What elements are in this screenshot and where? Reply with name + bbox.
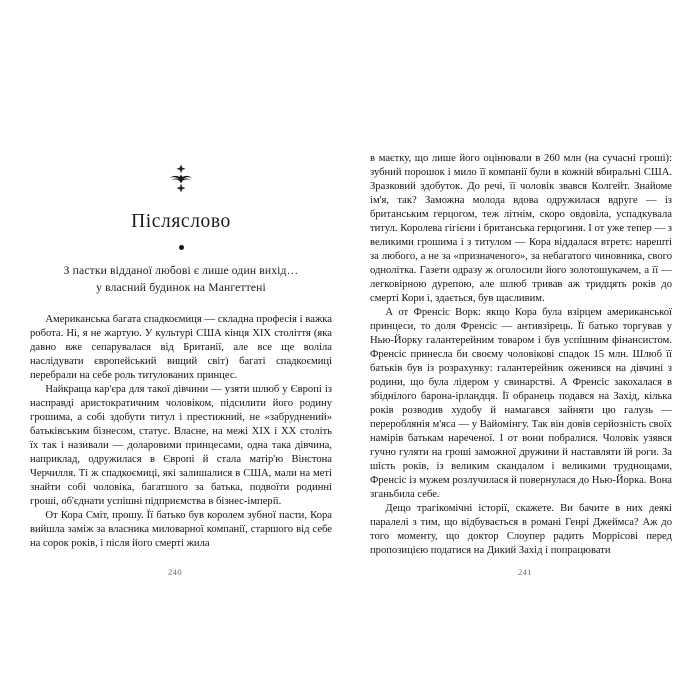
dot-separator — [179, 245, 184, 250]
fleuron-ornament — [164, 163, 198, 197]
paragraph: в маєтку, що лише його оцінювали в 260 млн (на сучасні гроші): зубний порошок і мило її компанії були в кожній вбиральні США. Зразковий здобуток. До речі, її чоловік звався Колгейт. Знайоме ім'я, так? Заможна молода вдова одружилася вдруге — із британським герцогом, теж літнім, скоро овдовіла, успадкувала титул. Королева гігієни і британська герцогиня. І от уже тепер — з великими грошима і з титулом — Кора віддалася втретє: нарешті за любого, а не за «призначеного», за небагатого чиновника, свого однолітка. Газети одразу ж оголосили його золотошукачем, а її — легковірною дурепою, але шлюб тривав аж тридцять років до смерті Кори і, здається, був щасливим. — [370, 153, 672, 304]
chapter-title: Післяслово — [131, 211, 231, 232]
right-page-body — [370, 0, 672, 558]
chapter-subtitle — [30, 263, 332, 297]
chapter-subtitle-line-1: З пастки відданої любові є лише один вихід… — [63, 264, 299, 278]
paragraph: Дещо трагікомічні історії, скажете. Ви бачите в них деякі паралелі з тим, що відбувається в романі Генрі Джеймса? Аж до того моменту, що доктор Слоупер радить Моррісові перед пропозицією податися на Дикий Захід і попрацювати — [370, 503, 672, 556]
left-page-body — [30, 313, 332, 551]
chapter-subtitle-line-2: у власний будинок на Мангеттені — [96, 281, 266, 295]
page-number-left: 240 — [167, 567, 183, 577]
paragraph: Американська багата спадкоємиця — складна професія і важка робота. Ні, я не жартую. У культурі США кінця XIX століття (яка давно вже сепарувалася від Британії, але все ще воліла наслідувати європейський вищий світ) багаті спадкоємиці перебрали на себе роль титулованих принцес. — [30, 314, 332, 382]
paragraph: От Кора Сміт, прошу. Її батько був королем зубної пасти, Кора вийшла заміж за власника миловарної компанії, старшого від себе на сорок років, і після його смерті жила — [30, 510, 332, 550]
right-page — [350, 0, 700, 700]
paragraph: Найкраща кар'єра для такої дівчини — узяти шлюб у Європі із насправді аристократичним чоловіком, підсилити його родину грошима, а собі здобути титул і престижний, не «забруднений» батьківським бізнесом, статус. Власне, на межі XIX і XX століть їх так і називали — доларовими принцесами, одна така дівчина, наприклад, одружилася в Європі й стала матір'ю Вінстона Черчилля. Ті ж спадкоємиці, які залишалися в США, мали на меті знайти собі чоловіка, багатшого за батька, подвоїти родинні гроші, об'єднати успішні підприємства в бізнес-імперії. — [30, 384, 332, 508]
chapter-opener — [30, 0, 332, 297]
paragraph: А от Френсіс Ворк: якщо Кора була взірцем американської принцеси, то доля Френсіс — антивзірець. Її батько торгував у Нью-Йорку галантерейним товаром і був успішним фінансистом. Френсіс принесла би своєму чоловікові спадок 15 млн. Шлюб її батьків був із розрахунку: галантерейник оженився на дівчині з родини, що була лідером у свинарстві. А Френсіс закохалася в збіднілого барона-ірландця. Її обранець подався на Захід, кілька років розводив худобу й намагався зайняти цю галузь — перероблянія м'яса — у Вайомінгу. Так він довів серйозність своїх намірів батькам нареченої. І от вони побралися. Чоловік узявся гучно гуляти на гроші заможної дружини й наставляти їй роги. За шість років, із великим скандалом і великими труднощами, Френсіс із мужем розлучилася й повернулася до Нью-Йорка. Вона зганьбила себе. — [370, 307, 672, 500]
page-number-right: 241 — [517, 567, 533, 577]
